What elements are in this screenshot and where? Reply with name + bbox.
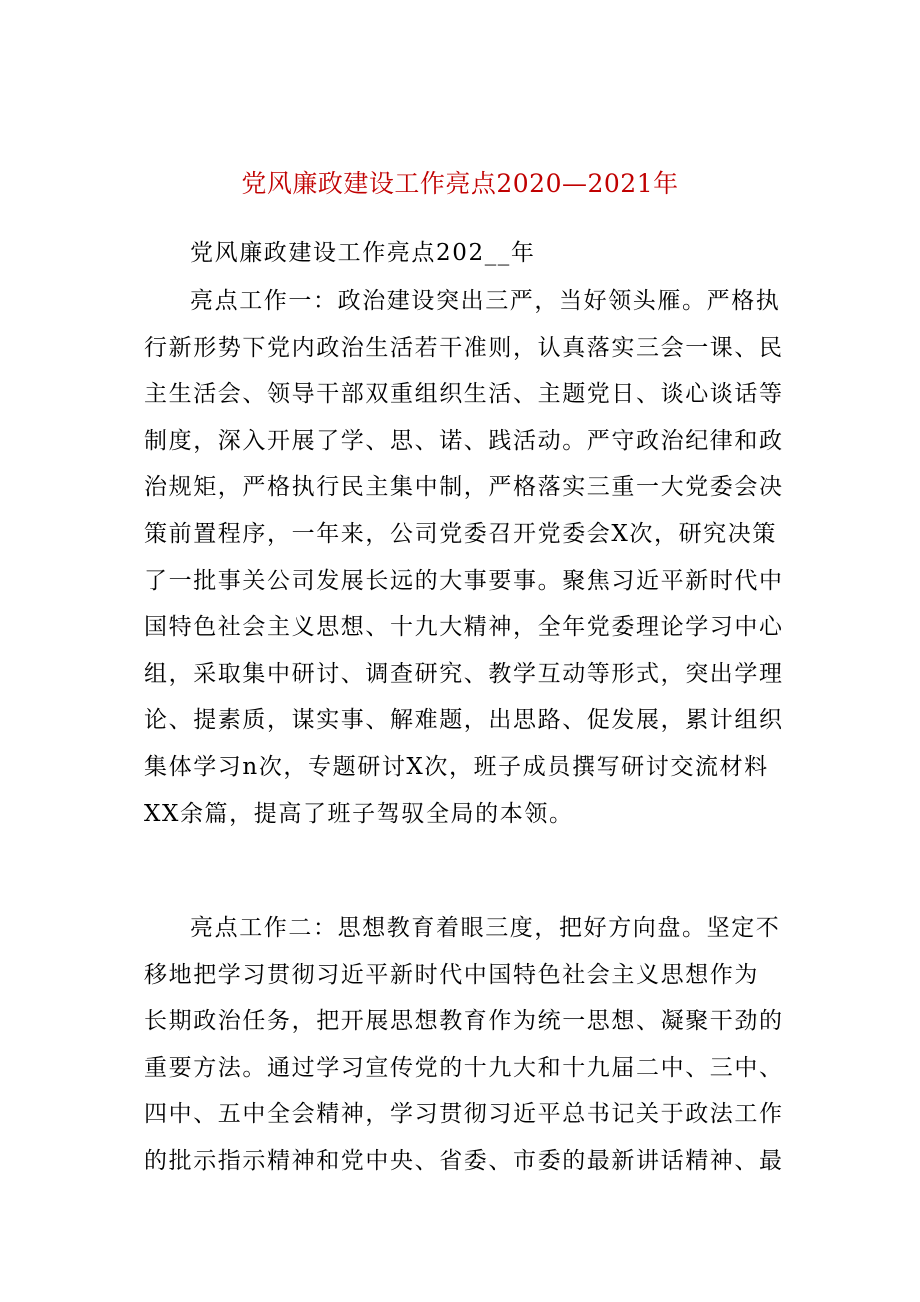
paragraph-line: 行新形势下党内政治生活若干准则，认真落实三会一课、民 [144, 334, 784, 361]
paragraph-line: 亮点工作一：政治建设突出三严，当好领头雁。严格执 [190, 288, 781, 314]
paragraph-line: 策前置程序，一年来，公司党委召开党委会X次，研究决策 [144, 520, 777, 547]
paragraph-line: 重要方法。通过学习宣传党的十九大和十九届二中、三中、 [144, 1054, 784, 1081]
paragraph-line: 论、提素质，谋实事、解难题，出思路、促发展，累计组织 [144, 707, 784, 734]
paragraph-line: 国特色社会主义思想、十九大精神，全年党委理论学习中心 [144, 614, 784, 641]
paragraph-line: 亮点工作二：思想教育着眼三度，把好方向盘。坚定不 [190, 915, 781, 941]
paragraph-highlight-one [144, 278, 784, 837]
paragraph-line: 主生活会、领导干部双重组织生活、主题党日、谈心谈话等 [144, 381, 784, 408]
document-subtitle: 党风廉政建设工作亮点202__年 [190, 240, 536, 266]
paragraph-line: 长期政治任务，把开展思想教育作为统一思想、凝聚干劲的 [144, 1008, 784, 1035]
paragraph-line: 四中、五中全会精神，学习贯彻习近平总书记关于政法工作 [144, 1101, 784, 1128]
paragraph-line: 组，采取集中研讨、调查研究、教学互动等形式，突出学理 [144, 660, 784, 687]
paragraph-line: 治规矩，严格执行民主集中制，严格落实三重一大党委会决 [144, 474, 784, 501]
paragraph-line: 的批示指示精神和党中央、省委、市委的最新讲话精神、最 [144, 1147, 784, 1174]
document-title: 党风廉政建设工作亮点2020—2021年 [241, 169, 679, 198]
paragraph-line: 制度，深入开展了学、思、诺、践活动。严守政治纪律和政 [144, 427, 784, 454]
paragraph-line: 移地把学习贯彻习近平新时代中国特色社会主义思想作为 [144, 961, 759, 988]
paragraph-line: 集体学习n次，专题研讨X次，班子成员撰写研讨交流材料 [144, 753, 769, 780]
paragraph-line: XX余篇，提高了班子驾驭全局的本领。 [144, 800, 574, 827]
paragraph-line: 了一批事关公司发展长远的大事要事。聚焦习近平新时代中 [144, 567, 784, 594]
paragraph-highlight-two [144, 905, 784, 1185]
subtitle-block [144, 230, 784, 277]
